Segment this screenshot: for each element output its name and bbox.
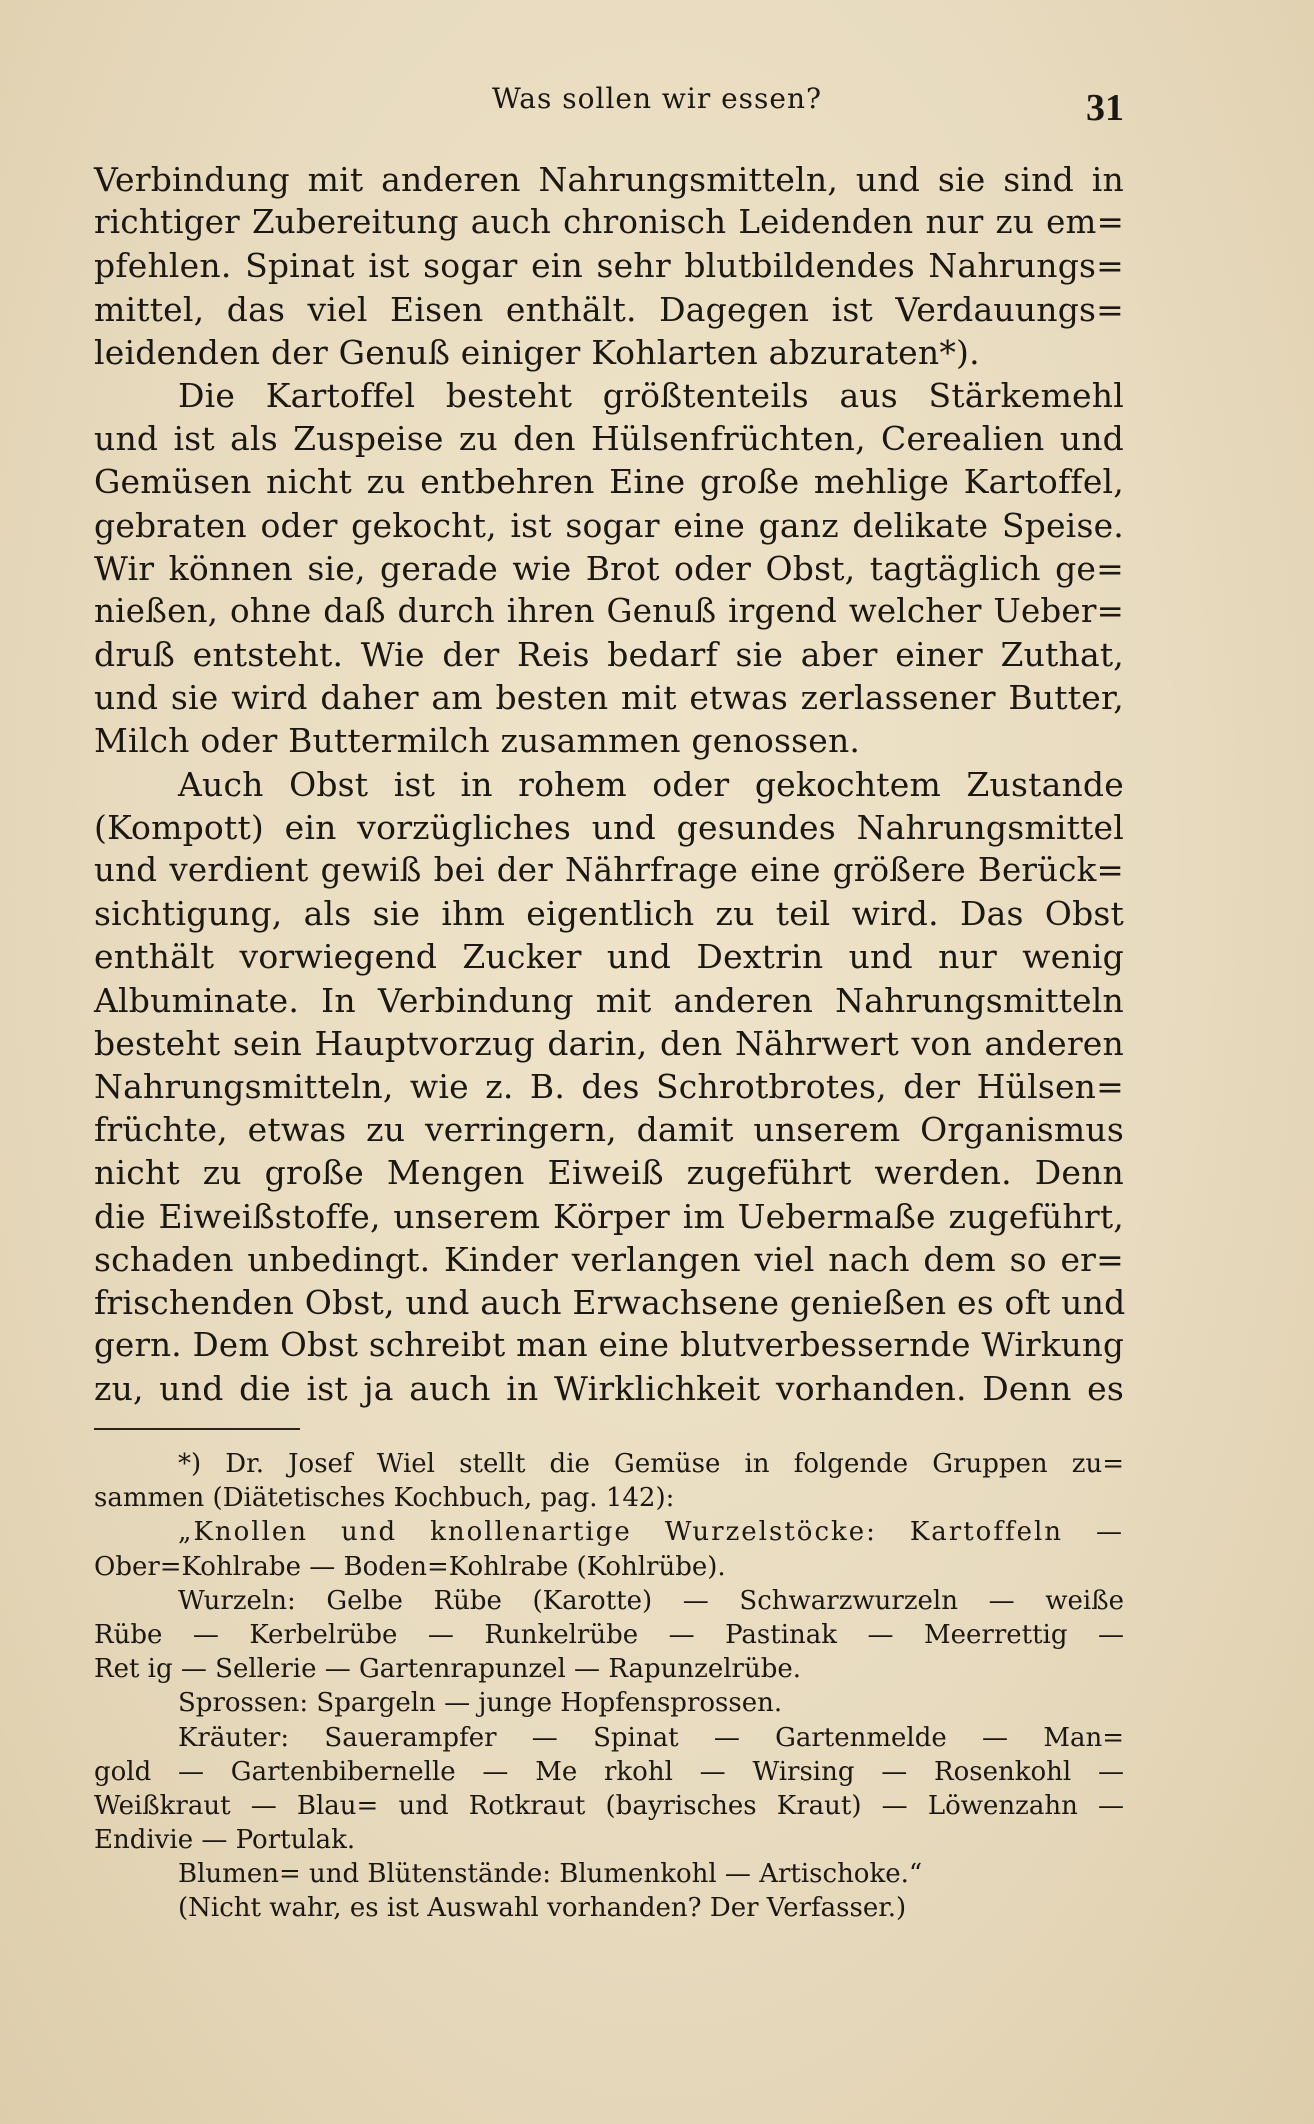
footnote-line: Endivie — Portulak. <box>94 1825 356 1856</box>
body-line: Nahrungsmitteln, wie z. B. des Schrotbrotes, der Hülsen= <box>94 1066 1124 1106</box>
body-line: Auch Obst ist in rohem oder gekochtem Zustande <box>178 764 1124 804</box>
footnote-line: Rübe — Kerbelrübe — Runkelrübe — Pastinak — Meerrettig — <box>94 1619 1124 1650</box>
body-line: nießen, ohne daß durch ihren Genuß irgend welcher Ueber= <box>94 591 1124 630</box>
body-line: Gemüsen nicht zu entbehren Eine große mehlige Kartoffel, <box>94 462 1124 502</box>
footnote-line: „Knollen und knollenartige Wurzelstöcke: Kartoffeln — <box>178 1517 1124 1548</box>
footnote-line: Wurzeln: Gelbe Rübe (Karotte) — Schwarzwurzeln — weiße <box>178 1585 1124 1616</box>
body-line: Milch oder Buttermilch zusammen genossen. <box>94 721 861 761</box>
footnote-divider <box>94 1428 300 1430</box>
body-line: enthält vorwiegend Zucker und Dextrin und nur wenig <box>94 937 1124 977</box>
body-line: zu, und die ist ja auch in Wirklichkeit vorhanden. Denn es <box>94 1369 1124 1409</box>
body-line: richtiger Zubereitung auch chronisch Leidenden nur zu em= <box>94 203 1124 242</box>
footnote-line: Ret ig — Sellerie — Gartenrapunzel — Rapunzelrübe. <box>94 1654 801 1685</box>
body-line: druß entsteht. Wie der Reis bedarf sie aber einer Zuthat, <box>94 635 1124 675</box>
footnote-line: Blumen= und Blütenstände: Blumenkohl — Artischoke.“ <box>178 1859 923 1890</box>
body-line: nicht zu große Mengen Eiweiß zugeführt werden. Denn <box>94 1153 1124 1193</box>
body-line: die Eiweißstoffe, unserem Körper im Uebermaße zugeführt, <box>94 1196 1124 1236</box>
body-line: Wir können sie, gerade wie Brot oder Obst, tagtäglich ge= <box>94 548 1124 588</box>
page-number: 31 <box>1086 87 1124 129</box>
footnote-line: sammen (Diätetisches Kochbuch, pag. 142): <box>94 1483 675 1514</box>
body-line: besteht sein Hauptvorzug darin, den Nährwert von anderen <box>94 1023 1124 1063</box>
body-line: leidenden der Genuß einiger Kohlarten abzuraten*). <box>94 332 980 372</box>
body-line: gern. Dem Obst schreibt man eine blutverbessernde Wirkung <box>94 1326 1124 1365</box>
body-line: und ist als Zuspeise zu den Hülsenfrüchten, Cerealien und <box>94 419 1124 459</box>
body-line: Verbindung mit anderen Nahrungsmitteln, und sie sind in <box>94 160 1124 199</box>
body-line: frischenden Obst, und auch Erwachsene genießen es oft und <box>94 1282 1126 1322</box>
body-line: und verdient gewiß bei der Nährfrage eine größere Berück= <box>94 851 1124 889</box>
body-line: mittel, das viel Eisen enthält. Dagegen ist Verdauungs= <box>94 289 1124 329</box>
body-line: gebraten oder gekocht, ist sogar eine ganz delikate Speise. <box>94 505 1124 545</box>
footnote-line: Sprossen: Spargeln — junge Hopfensprossen. <box>178 1688 783 1719</box>
body-line: pfehlen. Spinat ist sogar ein sehr blutbildendes Nahrungs= <box>94 246 1124 286</box>
body-line: Albuminate. In Verbindung mit anderen Nahrungsmitteln <box>94 980 1124 1020</box>
footnote-line: Weißkraut — Blau= und Rotkraut (bayrisches Kraut) — Löwenzahn — <box>94 1790 1124 1821</box>
running-title: Was sollen wir essen? <box>491 82 823 115</box>
footnote <box>94 1447 1124 1926</box>
body-text <box>94 158 1124 1410</box>
footnote-line: *) Dr. Josef Wiel stellt die Gemüse in folgende Gruppen zu= <box>178 1449 1124 1479</box>
body-line: sichtigung, als sie ihm eigentlich zu teil wird. Das Obst <box>94 894 1124 934</box>
body-line: und sie wird daher am besten mit etwas zerlassener Butter, <box>94 678 1124 718</box>
body-line: Die Kartoffel besteht größtenteils aus Stärkemehl <box>178 375 1124 415</box>
footnote-line: Ober=Kohlrabe — Boden=Kohlrabe (Kohlrübe). <box>94 1551 726 1582</box>
body-line: schaden unbedingt. Kinder verlangen viel nach dem so er= <box>94 1239 1124 1279</box>
footnote-line: (Nicht wahr, es ist Auswahl vorhanden? Der Verfasser.) <box>178 1893 907 1924</box>
footnote-line: gold — Gartenbibernelle — Me rkohl — Wirsing — Rosenkohl — <box>94 1756 1124 1787</box>
body-line: früchte, etwas zu verringern, damit unserem Organismus <box>94 1110 1124 1150</box>
body-line: (Kompott) ein vorzügliches und gesundes Nahrungsmittel <box>94 807 1124 847</box>
footnote-line: Kräuter: Sauerampfer — Spinat — Gartenmelde — Man= <box>178 1722 1124 1753</box>
